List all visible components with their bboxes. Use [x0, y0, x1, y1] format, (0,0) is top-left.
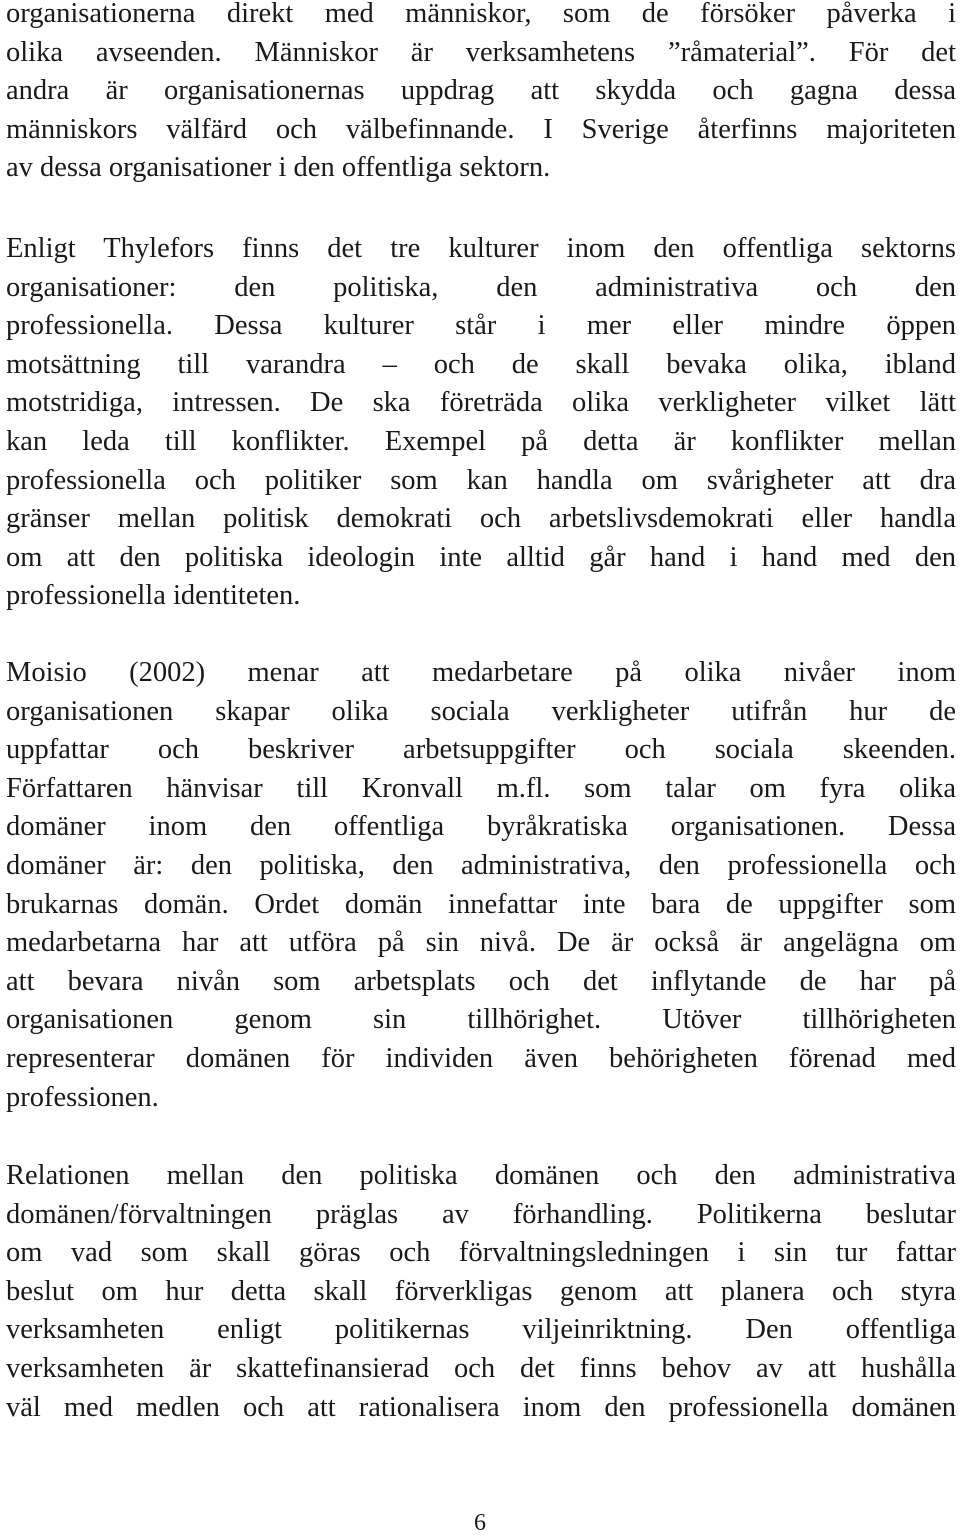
text-line: representerar domänen för individen även behörigheten förenad med: [6, 1042, 956, 1074]
paragraph-4: [6, 1157, 956, 1427]
text-line: Relationen mellan den politiska domänen och den administrativa: [6, 1160, 956, 1191]
text-line: uppfattar och beskriver arbetsuppgifter och sociala skeenden.: [6, 734, 956, 766]
text-line: väl med medlen och att rationalisera inom den professionella domänen: [6, 1391, 956, 1423]
text-line: domänen/förvaltningen präglas av förhandling. Politikerna beslutar: [6, 1198, 956, 1230]
text-line: professionella. Dessa kulturer står i mer eller mindre öppen: [6, 310, 956, 342]
text-line: om att den politiska ideologin inte alltid går hand i hand med den: [6, 541, 956, 573]
text-line: olika avseenden. Människor är verksamhetens ”råmaterial”. För det: [6, 36, 956, 68]
text-line: brukarnas domän. Ordet domän innefattar inte bara de uppgifter som: [6, 888, 956, 920]
text-line: verksamheten enligt politikernas viljeinriktning. Den offentliga: [6, 1314, 956, 1346]
text-line: motstridiga, intressen. De ska företräda olika verkligheter vilket lätt: [6, 387, 956, 419]
text-line: Författaren hänvisar till Kronvall m.fl. som talar om fyra olika: [6, 772, 956, 804]
text-line: organisationer: den politiska, den administrativa och den: [6, 271, 956, 303]
text-line: organisationerna direkt med människor, som de försöker påverka i: [6, 0, 956, 29]
paragraph-1: [6, 0, 956, 188]
text-line: organisationen genom sin tillhörighet. Utöver tillhörigheten: [6, 1004, 956, 1036]
text-line: professionella identiteten.: [6, 580, 301, 612]
text-line: domäner inom den offentliga byråkratiska organisationen. Dessa: [6, 811, 956, 843]
text-line: motsättning till varandra – och de skall bevaka olika, ibland: [6, 348, 956, 380]
text-line: domäner är: den politiska, den administrativa, den professionella och: [6, 849, 956, 881]
text-line: kan leda till konflikter. Exempel på detta är konflikter mellan: [6, 425, 956, 457]
text-line: beslut om hur detta skall förverkligas genom att planera och styra: [6, 1275, 956, 1307]
text-line: att bevara nivån som arbetsplats och det inflytande de har på: [6, 965, 956, 997]
text-line: människors välfärd och välbefinnande. I Sverige återfinns majoriteten: [6, 113, 956, 145]
paragraph-3: [6, 654, 956, 1117]
text-line: professionen.: [6, 1081, 159, 1113]
paragraph-2: [6, 230, 956, 616]
page-number: 6: [474, 1510, 486, 1536]
text-line: Enligt Thylefors finns det tre kulturer inom den offentliga sektorns: [6, 233, 956, 264]
text-line: medarbetarna har att utföra på sin nivå. De är också är angelägna om: [6, 927, 956, 959]
text-line: verksamheten är skattefinansierad och det finns behov av att hushålla: [6, 1352, 956, 1384]
text-line: gränser mellan politisk demokrati och arbetslivsdemokrati eller handla: [6, 503, 956, 535]
text-line: av dessa organisationer i den offentliga sektorn.: [6, 152, 551, 184]
text-line: andra är organisationernas uppdrag att skydda och gagna dessa: [6, 75, 956, 107]
text-line: organisationen skapar olika sociala verkligheter utifrån hur de: [6, 695, 956, 727]
text-line: professionella och politiker som kan handla om svårigheter att dra: [6, 464, 956, 496]
text-line: Moisio (2002) menar att medarbetare på olika nivåer inom: [6, 657, 956, 688]
text-line: om vad som skall göras och förvaltningsledningen i sin tur fattar: [6, 1237, 956, 1269]
